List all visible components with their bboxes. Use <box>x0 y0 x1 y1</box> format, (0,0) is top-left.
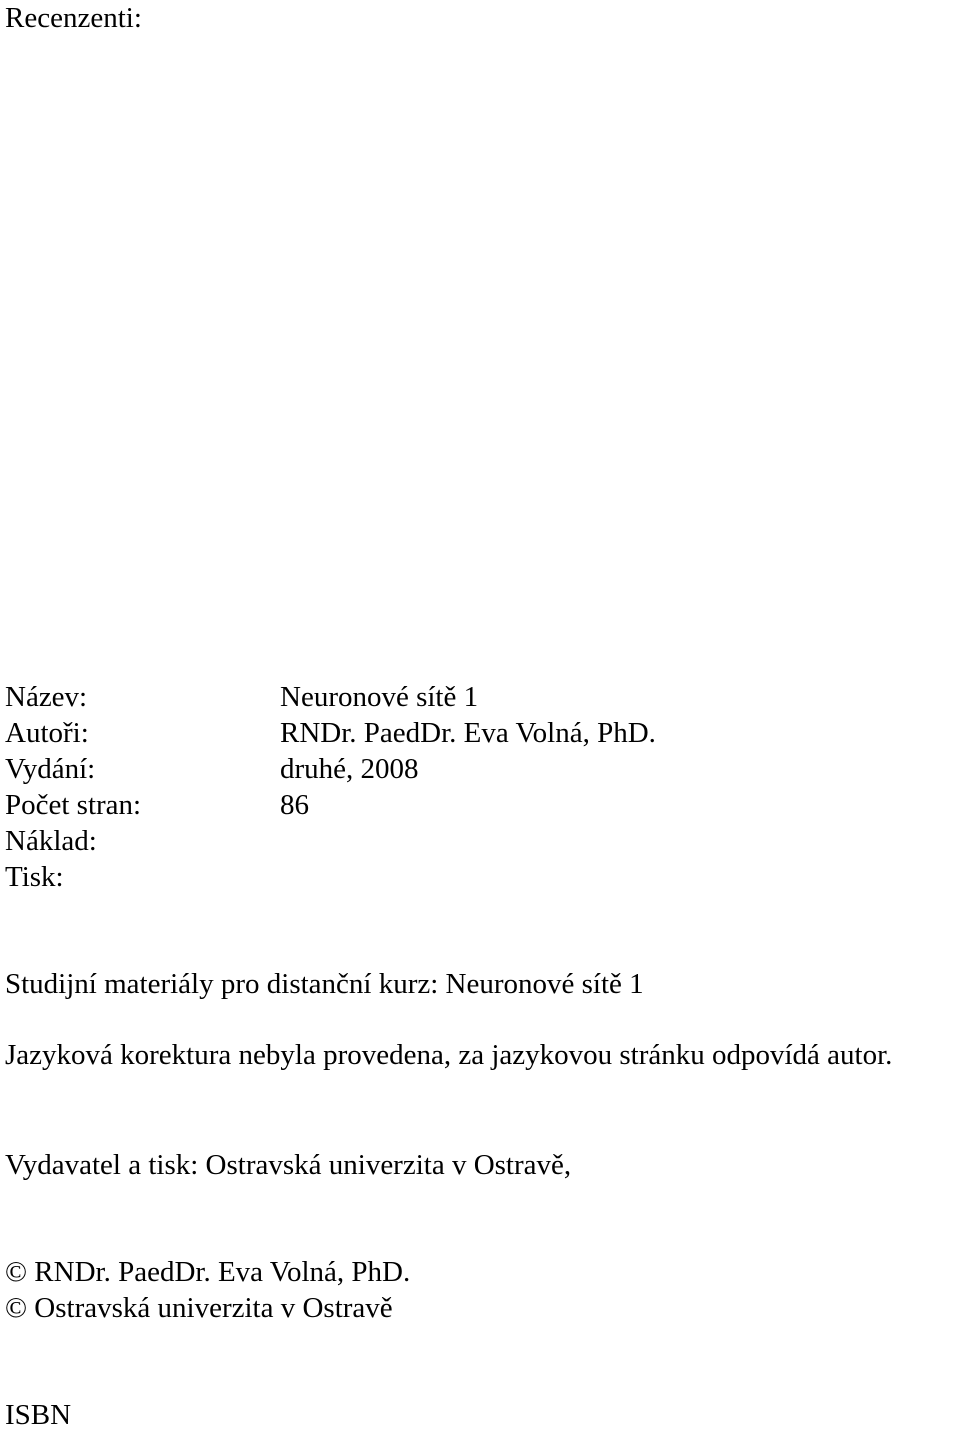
metadata-value: druhé, 2008 <box>280 753 419 785</box>
copyright-holder: RNDr. PaedDr. Eva Volná, PhD. <box>34 1256 411 1288</box>
metadata-row-edition <box>5 751 419 787</box>
reviewers-label: Recenzenti: <box>5 2 142 34</box>
metadata-row-title <box>5 679 478 715</box>
copyright-icon: © <box>5 1292 28 1324</box>
study-material-line: Studijní materiály pro distanční kurz: Neuronové sítě 1 <box>5 968 644 1000</box>
copyright-icon: © <box>5 1256 28 1288</box>
metadata-row-authors <box>5 715 656 751</box>
copyright-holder: Ostravská univerzita v Ostravě <box>34 1292 393 1324</box>
metadata-row-pages <box>5 787 309 823</box>
metadata-value: 86 <box>280 789 309 821</box>
metadata-label: Počet stran: <box>5 789 142 821</box>
metadata-label: Tisk: <box>5 861 64 893</box>
metadata-label: Název: <box>5 681 88 713</box>
proofreading-note: Jazyková korektura nebyla provedena, za jazykovou stránku odpovídá autor. <box>5 1039 893 1071</box>
metadata-row-print-run <box>5 823 280 859</box>
copyright-line-university <box>5 1290 393 1326</box>
publisher-line: Vydavatel a tisk: Ostravská univerzita v Ostravě, <box>5 1149 572 1181</box>
metadata-label: Autoři: <box>5 717 89 749</box>
isbn-label: ISBN <box>5 1399 72 1431</box>
metadata-label: Náklad: <box>5 825 97 857</box>
metadata-row-print <box>5 859 280 895</box>
metadata-value: RNDr. PaedDr. Eva Volná, PhD. <box>280 717 656 749</box>
metadata-label: Vydání: <box>5 753 96 785</box>
copyright-line-author <box>5 1254 410 1290</box>
metadata-value: Neuronové sítě 1 <box>280 681 479 713</box>
